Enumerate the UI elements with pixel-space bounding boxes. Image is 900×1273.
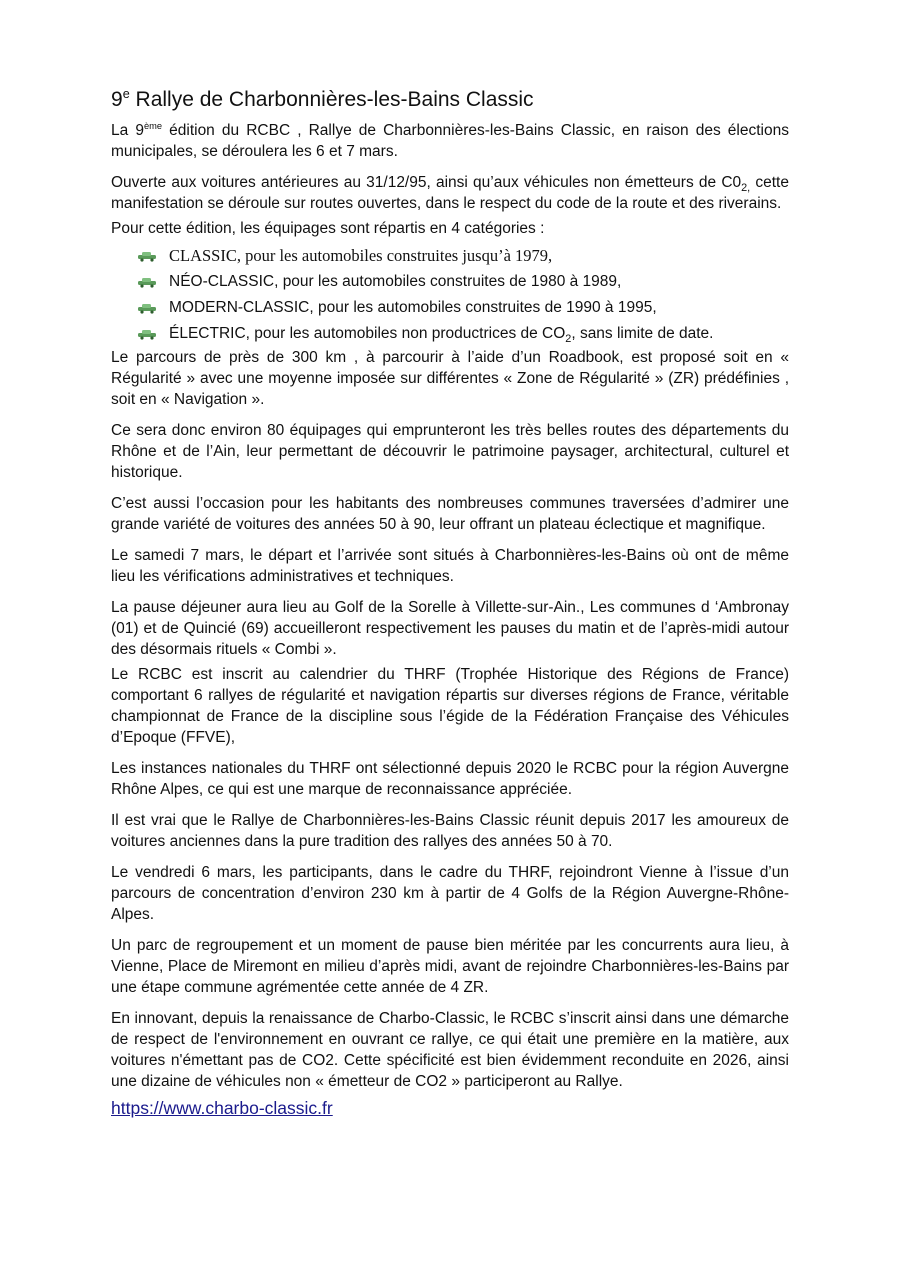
open-subscript: 2,: [741, 182, 751, 195]
pause-paragraph: La pause déjeuner aura lieu au Golf de la Sorelle à Villette-sur-Ain., Les communes d ‘Ambronay (01) et de Quincié (69) accueilleront respectivement les pauses du matin et de l’après-midi autour des désormais rituels « Combi ».: [111, 599, 789, 658]
open-text-1: Ouverte aux voitures antérieures au 31/12/95, ainsi qu’aux véhicules non émetteurs de C0: [111, 174, 742, 191]
car-icon: [137, 328, 157, 340]
equipages-paragraph: Ce sera donc environ 80 équipages qui emprunteront les très belles routes des départements du Rhône et de l’Ain, leur permettant de découvrir le patrimoine paysager, architectural, culturel et historique.: [111, 422, 789, 481]
instances-paragraph: Les instances nationales du THRF ont sélectionné depuis 2020 le RCBC pour la région Auvergne Rhône Alpes, ce qui est une marque de reconnaissance appréciée.: [111, 760, 789, 798]
intro-text-1: La 9: [111, 122, 144, 139]
category-item-modern-classic: [137, 295, 789, 321]
categories-intro: Pour cette édition, les équipages sont répartis en 4 catégories :: [111, 220, 545, 237]
samedi-paragraph: Le samedi 7 mars, le départ et l’arrivée sont situés à Charbonnières-les-Bains où ont de même lieu les vérifications administratives et techniques.: [111, 547, 789, 585]
title-text: Rallye de Charbonnières-les-Bains Classic: [129, 88, 534, 111]
category-label-part: , sans limite de date.: [571, 325, 714, 342]
document-title: [111, 86, 789, 114]
website-link[interactable]: https://www.charbo-classic.fr: [111, 1098, 333, 1118]
category-item-classic: [137, 243, 789, 269]
thrf-paragraph: Le RCBC est inscrit au calendrier du THRF (Trophée Historique des Régions de France) comportant 6 rallyes de régularité et navigation répartis sur diverses régions de France, véritable championnat de France de la discipline sous l’égide de la Fédération Française des Véhicules d’Epoque (FFVE),: [111, 666, 789, 746]
title-number: 9: [111, 88, 123, 111]
category-label: CLASSIC, pour les automobiles construites jusqu’à 1979,: [169, 246, 553, 265]
title-ordinal: e: [122, 87, 130, 101]
category-list: [111, 243, 789, 347]
occasion-paragraph: C’est aussi l’occasion pour les habitants des nombreuses communes traversées d’admirer une grande variété de voitures des années 50 à 90, leur offrant un plateau éclectique et magnifique.: [111, 495, 789, 533]
open-text-2: cette manifestation se déroule sur routes ouvertes, dans le respect du code de la route et des riverains.: [111, 174, 789, 212]
category-label: NÉO-CLASSIC, pour les automobiles construites de 1980 à 1989,: [169, 273, 622, 290]
category-item-electric: [137, 321, 789, 347]
category-label: [169, 321, 714, 347]
category-label: MODERN-CLASSIC, pour les automobiles construites de 1990 à 1995,: [169, 299, 657, 316]
innovant-paragraph: En innovant, depuis la renaissance de Charbo-Classic, le RCBC s’inscrit ainsi dans une démarche de respect de l'environnement en ouvrant ce rallye, ce qui était une première en la matière, aux voitures n'émettant pas de CO2. Cette spécificité est bien évidemment reconduite en 2026, ainsi une dizaine de véhicules non « émetteur de CO2 » participeront au Rallye.: [111, 1010, 789, 1090]
open-paragraph: [111, 172, 789, 214]
vendredi-paragraph: Le vendredi 6 mars, les participants, dans le cadre du THRF, rejoindront Vienne à l’issue d’un parcours de concentration d’environ 230 km à partir de 4 Golfs de la Région Auvergne-Rhône-Alpes.: [111, 864, 789, 923]
regroupement-paragraph: Un parc de regroupement et un moment de pause bien méritée par les concurrents aura lieu, à Vienne, Place de Miremont en milieu d’après midi, avant de rejoindre Charbonnières-les-Bains par une étape commune agrémentée cette année de 4 ZR.: [111, 937, 789, 996]
document-page: [111, 86, 789, 1119]
intro-paragraph: [111, 120, 789, 162]
category-label-part: ÉLECTRIC, pour les automobiles non productrices de CO: [169, 325, 566, 342]
parcours-paragraph: Le parcours de près de 300 km , à parcourir à l’aide d’un Roadbook, est proposé soit en « Régularité » avec une moyenne imposée sur différentes « Zone de Régularité » (ZR) prédéfinies , soit en « Navigation ».: [111, 349, 789, 408]
car-icon: [137, 302, 157, 314]
category-subscript: 2: [565, 333, 572, 346]
tradition-paragraph: Il est vrai que le Rallye de Charbonnières-les-Bains Classic réunit depuis 2017 les amoureux de voitures anciennes dans la pure tradition des rallyes des années 50 à 70.: [111, 812, 789, 850]
intro-ordinal: ème: [143, 120, 163, 131]
category-item-neo-classic: [137, 269, 789, 295]
car-icon: [137, 250, 157, 262]
intro-text-2: édition du RCBC , Rallye de Charbonnières-les-Bains Classic, en raison des élections municipales, se déroulera les 6 et 7 mars.: [111, 122, 789, 160]
car-icon: [137, 276, 157, 288]
